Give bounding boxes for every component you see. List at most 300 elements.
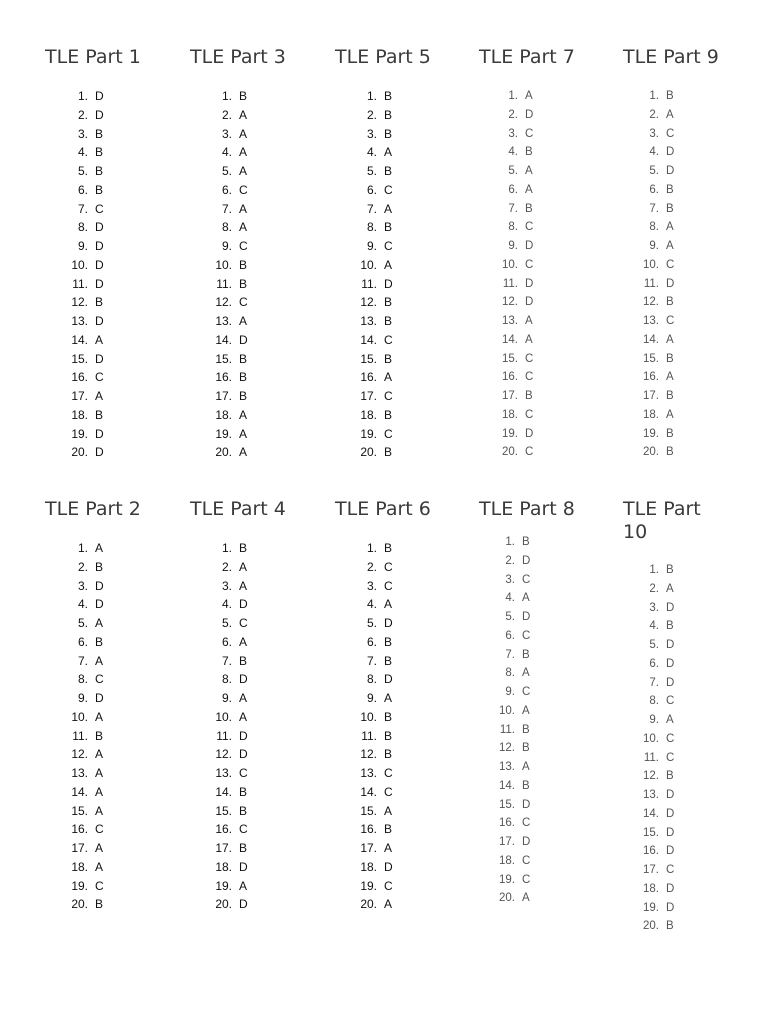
answer-number: 20. xyxy=(215,897,232,912)
answer-number: 17. xyxy=(502,390,518,402)
answer-item xyxy=(638,406,674,425)
answer-letter: D xyxy=(666,639,675,651)
answer-item xyxy=(494,589,530,608)
answer-letter: A xyxy=(239,445,248,460)
answer-letter: B xyxy=(239,541,248,555)
answer-item xyxy=(356,387,393,406)
answer-item xyxy=(356,237,393,256)
answer-letter: B xyxy=(239,784,248,799)
answer-list xyxy=(211,539,248,914)
answer-block-part-2 xyxy=(45,498,175,912)
answer-list xyxy=(494,533,530,908)
answer-number: 15. xyxy=(643,352,659,365)
answer-letter: D xyxy=(95,239,104,253)
answer-number: 11. xyxy=(361,728,377,743)
answer-letter: B xyxy=(384,445,393,460)
answer-item xyxy=(356,858,393,877)
answer-letter: D xyxy=(666,901,675,914)
answer-item xyxy=(211,331,248,350)
answer-letter: C xyxy=(95,370,104,385)
answer-letter: A xyxy=(522,592,530,605)
answer-item xyxy=(67,783,104,802)
answer-number: 13. xyxy=(360,314,377,328)
answer-number: 13. xyxy=(215,766,232,780)
answer-number: 7. xyxy=(649,202,659,215)
answer-letter: B xyxy=(666,920,674,933)
answer-letter: D xyxy=(95,276,104,291)
answer-letter: B xyxy=(522,536,530,548)
answer-number: 19. xyxy=(643,901,659,914)
answer-letter: D xyxy=(239,859,248,874)
answer-item xyxy=(494,646,530,665)
answer-item xyxy=(211,200,248,219)
answer-block-part-10 xyxy=(623,498,723,933)
answer-letter: A xyxy=(384,691,393,705)
answer-number: 2. xyxy=(77,559,88,574)
answer-letter: C xyxy=(239,766,248,780)
answer-number: 17. xyxy=(360,841,377,855)
answer-number: 16. xyxy=(71,370,88,385)
answer-number: 12. xyxy=(215,747,232,762)
answer-item xyxy=(494,702,530,721)
answer-item xyxy=(356,443,393,462)
answer-letter: C xyxy=(522,573,531,586)
answer-item xyxy=(211,877,248,896)
answer-letter: B xyxy=(239,276,248,291)
answer-letter: A xyxy=(95,616,104,630)
answer-item xyxy=(494,664,530,683)
answer-letter: B xyxy=(95,182,104,197)
answer-item xyxy=(211,858,248,877)
answer-letter: B xyxy=(384,314,393,328)
answer-item xyxy=(356,764,393,783)
answer-item xyxy=(356,539,393,558)
answer-item xyxy=(67,839,104,858)
answer-item xyxy=(356,275,393,294)
answer-number: 6. xyxy=(77,182,88,197)
answer-item xyxy=(211,256,248,275)
answer-number: 10. xyxy=(643,258,659,271)
answer-number: 14. xyxy=(499,779,515,792)
answer-item xyxy=(356,577,393,596)
answer-letter: A xyxy=(239,426,248,441)
answer-letter: B xyxy=(666,564,674,576)
answer-number: 9. xyxy=(221,239,232,253)
answer-list xyxy=(356,539,393,914)
answer-item xyxy=(67,820,104,839)
answer-number: 4. xyxy=(508,146,518,159)
answer-letter: C xyxy=(522,817,531,830)
answer-number: 16. xyxy=(360,822,377,837)
answer-item xyxy=(494,608,530,627)
answer-letter: A xyxy=(95,541,104,555)
answer-number: 6. xyxy=(221,634,232,649)
answer-item xyxy=(356,425,393,444)
answer-item xyxy=(356,708,393,727)
answer-number: 17. xyxy=(71,389,88,403)
answer-number: 16. xyxy=(499,817,515,830)
answer-letter: B xyxy=(95,728,104,743)
answer-number: 3. xyxy=(649,127,659,140)
answer-number: 14. xyxy=(360,332,377,347)
answer-item xyxy=(497,443,533,462)
answer-number: 12. xyxy=(360,747,377,762)
answer-item xyxy=(67,312,104,331)
answer-number: 18. xyxy=(215,859,232,874)
answer-item xyxy=(67,877,104,896)
answer-item xyxy=(211,312,248,331)
answer-list xyxy=(67,539,104,914)
answer-letter: B xyxy=(666,446,674,459)
answer-letter: B xyxy=(239,351,248,366)
answer-letter: D xyxy=(384,859,393,874)
part-title: TLE Part 7 xyxy=(479,46,575,68)
answer-letter: B xyxy=(525,390,533,402)
answer-item xyxy=(67,670,104,689)
answer-item xyxy=(356,350,393,369)
answer-letter: C xyxy=(384,426,393,441)
answer-item xyxy=(211,689,248,708)
answer-item xyxy=(67,87,104,106)
answer-item xyxy=(356,783,393,802)
answer-number: 4. xyxy=(221,597,232,612)
answer-item xyxy=(67,764,104,783)
answer-item xyxy=(67,387,104,406)
answer-number: 1. xyxy=(221,89,232,103)
answer-letter: A xyxy=(522,667,530,680)
part-title: TLE Part 8 xyxy=(479,498,575,520)
answer-letter: A xyxy=(95,784,104,799)
answer-number: 19. xyxy=(499,873,515,886)
answer-letter: B xyxy=(384,653,393,668)
answer-list xyxy=(638,561,674,936)
answer-number: 8. xyxy=(221,672,232,687)
answer-letter: B xyxy=(384,126,393,141)
answer-letter: A xyxy=(525,90,533,102)
answer-letter: B xyxy=(384,541,393,555)
answer-letter: D xyxy=(95,220,104,235)
answer-item xyxy=(494,552,530,571)
answer-item xyxy=(211,764,248,783)
answer-letter: C xyxy=(522,686,531,698)
answer-letter: B xyxy=(239,841,248,855)
answer-letter: B xyxy=(666,202,674,215)
answer-letter: A xyxy=(522,704,530,717)
answer-number: 5. xyxy=(508,165,518,177)
answer-item xyxy=(638,842,674,861)
answer-number: 8. xyxy=(505,667,515,680)
answer-number: 17. xyxy=(71,841,88,855)
answer-letter: B xyxy=(384,634,393,649)
answer-number: 16. xyxy=(215,370,232,385)
answer-item xyxy=(211,558,248,577)
answer-item xyxy=(497,293,533,312)
answer-number: 4. xyxy=(505,592,515,605)
answer-letter: B xyxy=(95,126,104,141)
answer-item xyxy=(67,425,104,444)
answer-number: 20. xyxy=(360,897,377,912)
answer-item xyxy=(497,312,533,331)
answer-item xyxy=(211,727,248,746)
answer-number: 18. xyxy=(71,407,88,422)
answer-item xyxy=(211,162,248,181)
answer-number: 19. xyxy=(360,426,377,441)
answer-list xyxy=(356,87,393,462)
answer-item xyxy=(356,895,393,914)
answer-letter: A xyxy=(239,107,248,122)
answer-number: 18. xyxy=(71,859,88,874)
answer-number: 8. xyxy=(366,672,377,687)
answer-item xyxy=(494,571,530,590)
answer-number: 8. xyxy=(508,221,518,234)
answer-item xyxy=(494,721,530,740)
answer-letter: A xyxy=(384,597,393,612)
answer-number: 2. xyxy=(77,107,88,122)
answer-letter: D xyxy=(95,89,104,103)
answer-item xyxy=(494,796,530,815)
answer-letter: C xyxy=(384,578,393,593)
answer-item xyxy=(356,406,393,425)
answer-letter: C xyxy=(525,258,534,271)
answer-letter: A xyxy=(95,709,104,724)
answer-letter: C xyxy=(95,822,104,837)
answer-number: 3. xyxy=(77,126,88,141)
answer-number: 1. xyxy=(366,541,377,555)
answer-item xyxy=(497,275,533,294)
answer-number: 8. xyxy=(649,695,659,708)
answer-number: 12. xyxy=(71,747,88,762)
answer-item xyxy=(67,595,104,614)
answer-number: 6. xyxy=(649,657,659,670)
answer-item xyxy=(211,350,248,369)
answer-number: 5. xyxy=(649,639,659,651)
answer-letter: A xyxy=(239,691,248,705)
answer-number: 15. xyxy=(71,803,88,818)
answer-item xyxy=(211,125,248,144)
answer-number: 15. xyxy=(215,803,232,818)
answer-letter: A xyxy=(239,164,248,178)
answer-item xyxy=(67,218,104,237)
answer-number: 11. xyxy=(216,728,232,743)
answer-letter: B xyxy=(666,770,674,783)
answer-item xyxy=(356,331,393,350)
answer-number: 3. xyxy=(366,126,377,141)
answer-number: 3. xyxy=(366,578,377,593)
answer-letter: C xyxy=(522,873,531,886)
answer-letter: A xyxy=(95,747,104,762)
answer-number: 8. xyxy=(77,220,88,235)
answer-letter: A xyxy=(239,878,248,893)
answer-item xyxy=(494,889,530,908)
answer-letter: D xyxy=(384,276,393,291)
answer-item xyxy=(67,745,104,764)
answer-letter: D xyxy=(525,277,534,290)
answer-letter: A xyxy=(525,315,533,327)
answer-number: 1. xyxy=(649,564,659,576)
answer-letter: C xyxy=(95,878,104,893)
answer-letter: A xyxy=(522,892,530,905)
answer-item xyxy=(494,739,530,758)
answer-item xyxy=(638,293,674,312)
answer-number: 20. xyxy=(71,897,88,912)
answer-number: 2. xyxy=(505,554,515,567)
answer-letter: C xyxy=(384,182,393,197)
answer-letter: D xyxy=(522,554,531,567)
answer-letter: D xyxy=(239,597,248,612)
answer-item xyxy=(497,406,533,425)
answer-item xyxy=(211,87,248,106)
answer-item xyxy=(638,425,674,444)
answer-item xyxy=(211,218,248,237)
answer-item xyxy=(211,614,248,633)
answer-number: 6. xyxy=(366,634,377,649)
answer-number: 7. xyxy=(77,653,88,668)
answer-letter: D xyxy=(666,789,675,801)
answer-letter: D xyxy=(95,351,104,366)
answer-number: 15. xyxy=(360,351,377,366)
answer-block-part-1 xyxy=(45,46,175,460)
answer-letter: A xyxy=(666,371,674,384)
answer-number: 20. xyxy=(215,445,232,460)
answer-letter: D xyxy=(95,107,104,122)
answer-letter: A xyxy=(666,714,674,726)
answer-item xyxy=(494,627,530,646)
answer-number: 8. xyxy=(221,220,232,235)
answer-number: 19. xyxy=(71,426,88,441)
answer-number: 10. xyxy=(71,257,88,272)
answer-item xyxy=(67,708,104,727)
answer-letter: C xyxy=(384,332,393,347)
answer-item xyxy=(638,125,674,144)
answer-item xyxy=(211,708,248,727)
answer-letter: A xyxy=(522,761,530,773)
answer-letter: C xyxy=(525,408,534,421)
answer-number: 13. xyxy=(360,766,377,780)
answer-item xyxy=(211,820,248,839)
answer-item xyxy=(67,200,104,219)
answer-item xyxy=(67,350,104,369)
answer-item xyxy=(211,443,248,462)
answer-letter: A xyxy=(384,803,393,818)
answer-item xyxy=(497,350,533,369)
answer-letter: C xyxy=(95,672,104,687)
answer-number: 15. xyxy=(215,351,232,366)
answer-item xyxy=(497,237,533,256)
answer-number: 2. xyxy=(366,107,377,122)
answer-number: 15. xyxy=(502,352,518,365)
answer-item xyxy=(211,425,248,444)
answer-item xyxy=(638,256,674,275)
answer-item xyxy=(211,802,248,821)
answer-item xyxy=(494,833,530,852)
answer-item xyxy=(211,745,248,764)
answer-item xyxy=(356,312,393,331)
answer-block-part-7 xyxy=(479,46,609,459)
answer-number: 17. xyxy=(499,836,515,848)
answer-item xyxy=(67,858,104,877)
answer-list xyxy=(497,87,533,462)
answer-number: 11. xyxy=(72,728,88,743)
answer-number: 2. xyxy=(508,108,518,121)
answer-letter: D xyxy=(666,277,675,290)
answer-item xyxy=(638,561,674,580)
part-title: TLE Part 9 xyxy=(623,46,719,68)
answer-number: 2. xyxy=(221,107,232,122)
answer-number: 13. xyxy=(71,314,88,328)
answer-item xyxy=(638,87,674,106)
answer-block-part-5 xyxy=(335,46,465,460)
answer-number: 3. xyxy=(508,127,518,140)
answer-number: 14. xyxy=(643,807,659,820)
answer-number: 10. xyxy=(71,709,88,724)
answer-item xyxy=(638,899,674,918)
answer-letter: D xyxy=(522,611,531,623)
answer-letter: A xyxy=(95,803,104,818)
answer-letter: A xyxy=(239,634,248,649)
answer-letter: A xyxy=(666,333,674,346)
answer-item xyxy=(67,368,104,387)
answer-number: 13. xyxy=(71,766,88,780)
answer-item xyxy=(356,558,393,577)
answer-item xyxy=(638,655,674,674)
answer-number: 9. xyxy=(77,239,88,253)
answer-item xyxy=(356,652,393,671)
answer-letter: A xyxy=(95,766,104,780)
answer-item xyxy=(497,387,533,406)
answer-letter: C xyxy=(239,182,248,197)
answer-letter: B xyxy=(666,296,674,309)
answer-letter: D xyxy=(525,427,534,440)
answer-letter: D xyxy=(666,657,675,670)
answer-letter: C xyxy=(525,446,534,459)
answer-letter: A xyxy=(239,559,248,574)
answer-letter: D xyxy=(95,314,104,328)
answer-letter: C xyxy=(666,695,675,708)
answer-number: 18. xyxy=(502,408,518,421)
answer-item xyxy=(497,181,533,200)
part-title: TLE Part 1 xyxy=(45,46,141,68)
answer-item xyxy=(211,783,248,802)
answer-item xyxy=(67,331,104,350)
answer-number: 5. xyxy=(366,164,377,178)
answer-letter: C xyxy=(525,127,534,140)
answer-number: 7. xyxy=(366,201,377,216)
answer-letter: C xyxy=(95,201,104,216)
answer-number: 16. xyxy=(643,845,659,858)
answer-letter: D xyxy=(666,601,675,614)
answer-item xyxy=(67,802,104,821)
answer-number: 8. xyxy=(366,220,377,235)
answer-letter: D xyxy=(95,426,104,441)
answer-letter: A xyxy=(666,108,674,121)
answer-item xyxy=(67,275,104,294)
answer-item xyxy=(67,181,104,200)
answer-number: 11. xyxy=(643,277,659,290)
answer-letter: D xyxy=(239,672,248,687)
answer-item xyxy=(638,636,674,655)
answer-item xyxy=(494,533,530,552)
answer-number: 4. xyxy=(77,597,88,612)
answer-number: 11. xyxy=(72,276,88,291)
answer-number: 11. xyxy=(361,276,377,291)
answer-letter: D xyxy=(239,747,248,762)
answer-item xyxy=(497,106,533,125)
answer-number: 4. xyxy=(649,146,659,159)
answer-number: 17. xyxy=(643,390,659,402)
answer-item xyxy=(638,599,674,618)
answer-letter: D xyxy=(239,332,248,347)
answer-number: 20. xyxy=(499,892,515,905)
